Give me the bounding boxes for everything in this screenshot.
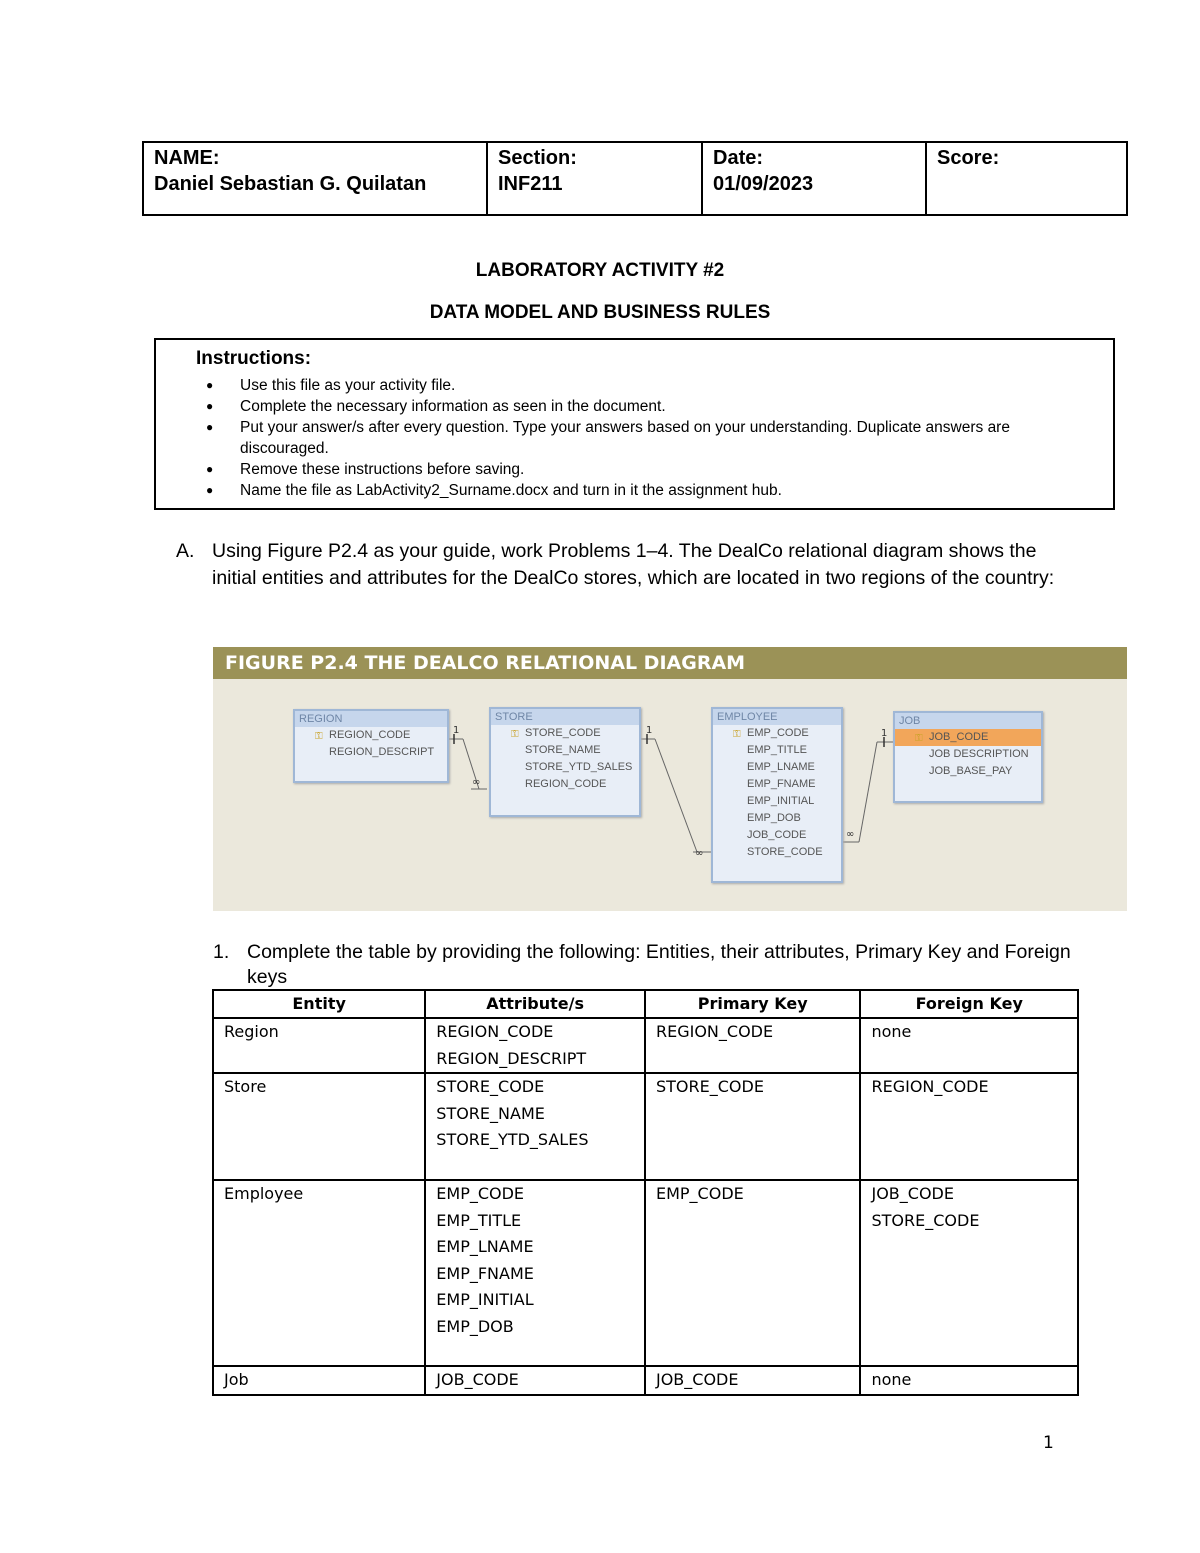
name-value: Daniel Sebastian G. Quilatan — [154, 173, 427, 195]
entity-field: JOB_CODE — [747, 829, 807, 841]
column-header: Entity — [213, 990, 425, 1018]
key-icon: ⚿ — [511, 729, 519, 740]
table-header-row — [213, 990, 1078, 1018]
list-item: ● Put your answer/s after every question. Type your answers based on your understanding. Duplicate answers are discouraged. — [206, 419, 1010, 457]
bullet-icon: ● — [206, 399, 214, 413]
column-header: Attribute/s — [425, 990, 645, 1018]
entity-field: REGION_DESCRIPT — [329, 746, 435, 758]
cardinality-many: ∞ — [472, 777, 481, 788]
cell-attributes: STORE_CODE STORE_NAME STORE_YTD_SALES — [425, 1073, 645, 1180]
cell-entity: Job — [213, 1366, 425, 1395]
cell-foreign-key: REGION_CODE — [860, 1073, 1078, 1180]
date-value: 01/09/2023 — [713, 173, 814, 195]
entity-field: EMP_LNAME — [747, 761, 815, 773]
section-a-question — [176, 538, 1056, 592]
cell-attributes: JOB_CODE — [425, 1366, 645, 1395]
entity-field: JOB_BASE_PAY — [929, 765, 1013, 777]
table-row — [213, 1180, 1078, 1366]
page-number: 1 — [1043, 1433, 1054, 1453]
table-row — [213, 1366, 1078, 1395]
key-icon: ⚿ — [315, 731, 323, 742]
score-label: Score: — [937, 147, 1000, 169]
entity-field: EMP_FNAME — [747, 778, 816, 790]
name-label: NAME: — [154, 147, 220, 169]
entities-table — [212, 989, 1079, 1396]
entity-field: EMP_TITLE — [747, 744, 807, 756]
section-label: Section: — [498, 147, 577, 169]
question-1-label: 1. — [213, 941, 230, 963]
entity-job — [893, 711, 1043, 803]
entity-employee — [711, 707, 843, 883]
entity-field: EMP_INITIAL — [747, 795, 815, 807]
score-cell — [927, 143, 1126, 214]
cell-primary-key: JOB_CODE — [645, 1366, 861, 1395]
cardinality-one: 1 — [646, 725, 653, 736]
key-icon: ⚿ — [733, 729, 741, 740]
entity-header: STORE — [491, 709, 639, 725]
entity-header: EMPLOYEE — [713, 709, 841, 725]
table-row — [213, 1018, 1078, 1073]
cardinality-one: 1 — [881, 728, 888, 739]
cell-primary-key: REGION_CODE — [645, 1018, 861, 1073]
cell-foreign-key: JOB_CODE STORE_CODE — [860, 1180, 1078, 1366]
instructions-heading: Instructions: — [196, 348, 312, 369]
instructions-list — [156, 375, 1101, 501]
entity-header: JOB — [895, 713, 1041, 729]
cardinality-one: 1 — [453, 725, 460, 736]
list-item: ● Name the file as LabActivity2_Surname.docx and turn in it the assignment hub. — [206, 482, 782, 499]
table-row — [213, 1073, 1078, 1180]
instructions-box — [154, 338, 1115, 510]
entity-field: ⚿ REGION_CODE — [295, 727, 447, 744]
bullet-icon: ● — [206, 420, 214, 434]
cell-foreign-key: none — [860, 1366, 1078, 1395]
bullet-icon: ● — [206, 378, 214, 392]
cell-entity: Employee — [213, 1180, 425, 1366]
question-1 — [213, 940, 1073, 990]
bullet-icon: ● — [206, 462, 214, 476]
list-item: ● Use this file as your activity file. — [206, 377, 456, 394]
entity-field: JOB DESCRIPTION — [929, 748, 1029, 760]
cardinality-many: ∞ — [695, 848, 704, 859]
list-item: ● Complete the necessary information as seen in the document. — [206, 398, 666, 415]
figure-caption: FIGURE P2.4 THE DEALCO RELATIONAL DIAGRAM — [213, 647, 1127, 679]
dealco-relational-diagram — [213, 647, 1127, 911]
header-info-table — [142, 141, 1128, 216]
entity-field: STORE_CODE — [747, 846, 823, 858]
entity-field: REGION_CODE — [525, 778, 607, 790]
cell-entity: Region — [213, 1018, 425, 1073]
date-label: Date: — [713, 147, 764, 169]
name-cell — [144, 143, 488, 214]
cell-entity: Store — [213, 1073, 425, 1180]
bullet-icon: ● — [206, 483, 214, 497]
page-subtitle: DATA MODEL AND BUSINESS RULES — [429, 302, 771, 323]
section-a-label: A. — [176, 540, 195, 562]
key-icon: ⚿ — [915, 733, 923, 744]
entity-header: REGION — [295, 711, 447, 727]
entity-region — [293, 709, 449, 783]
cell-attributes: REGION_CODE REGION_DESCRIPT — [425, 1018, 645, 1073]
column-header: Foreign Key — [860, 990, 1078, 1018]
entity-field: STORE_NAME — [525, 744, 601, 756]
entity-field: ⚿ JOB_CODE — [895, 729, 1041, 746]
section-value: INF211 — [498, 173, 563, 195]
list-item: ● Remove these instructions before saving. — [206, 461, 525, 478]
cell-foreign-key: none — [860, 1018, 1078, 1073]
entity-field: EMP_DOB — [747, 812, 801, 824]
cell-attributes: EMP_CODE EMP_TITLE EMP_LNAME EMP_FNAME EMP_INITIAL EMP_DOB — [425, 1180, 645, 1366]
column-header: Primary Key — [645, 990, 861, 1018]
cell-primary-key: EMP_CODE — [645, 1180, 861, 1366]
cell-primary-key: STORE_CODE — [645, 1073, 861, 1180]
cardinality-many: ∞ — [846, 829, 855, 840]
page-title: LABORATORY ACTIVITY #2 — [475, 260, 725, 281]
question-1-text: Complete the table by providing the following: Entities, their attributes, Primary Key and Foreign keys — [247, 941, 1071, 988]
entity-field: ⚿ STORE_CODE — [491, 725, 639, 742]
date-cell — [703, 143, 927, 214]
section-cell — [488, 143, 703, 214]
entity-store — [489, 707, 641, 817]
entity-field: STORE_YTD_SALES — [525, 761, 633, 773]
entity-field: ⚿ EMP_CODE — [713, 725, 841, 742]
section-a-text: Using Figure P2.4 as your guide, work Problems 1–4. The DealCo relational diagram shows the initial entities and attributes for the DealCo stores, which are located in two regions of the country: — [212, 540, 1055, 589]
